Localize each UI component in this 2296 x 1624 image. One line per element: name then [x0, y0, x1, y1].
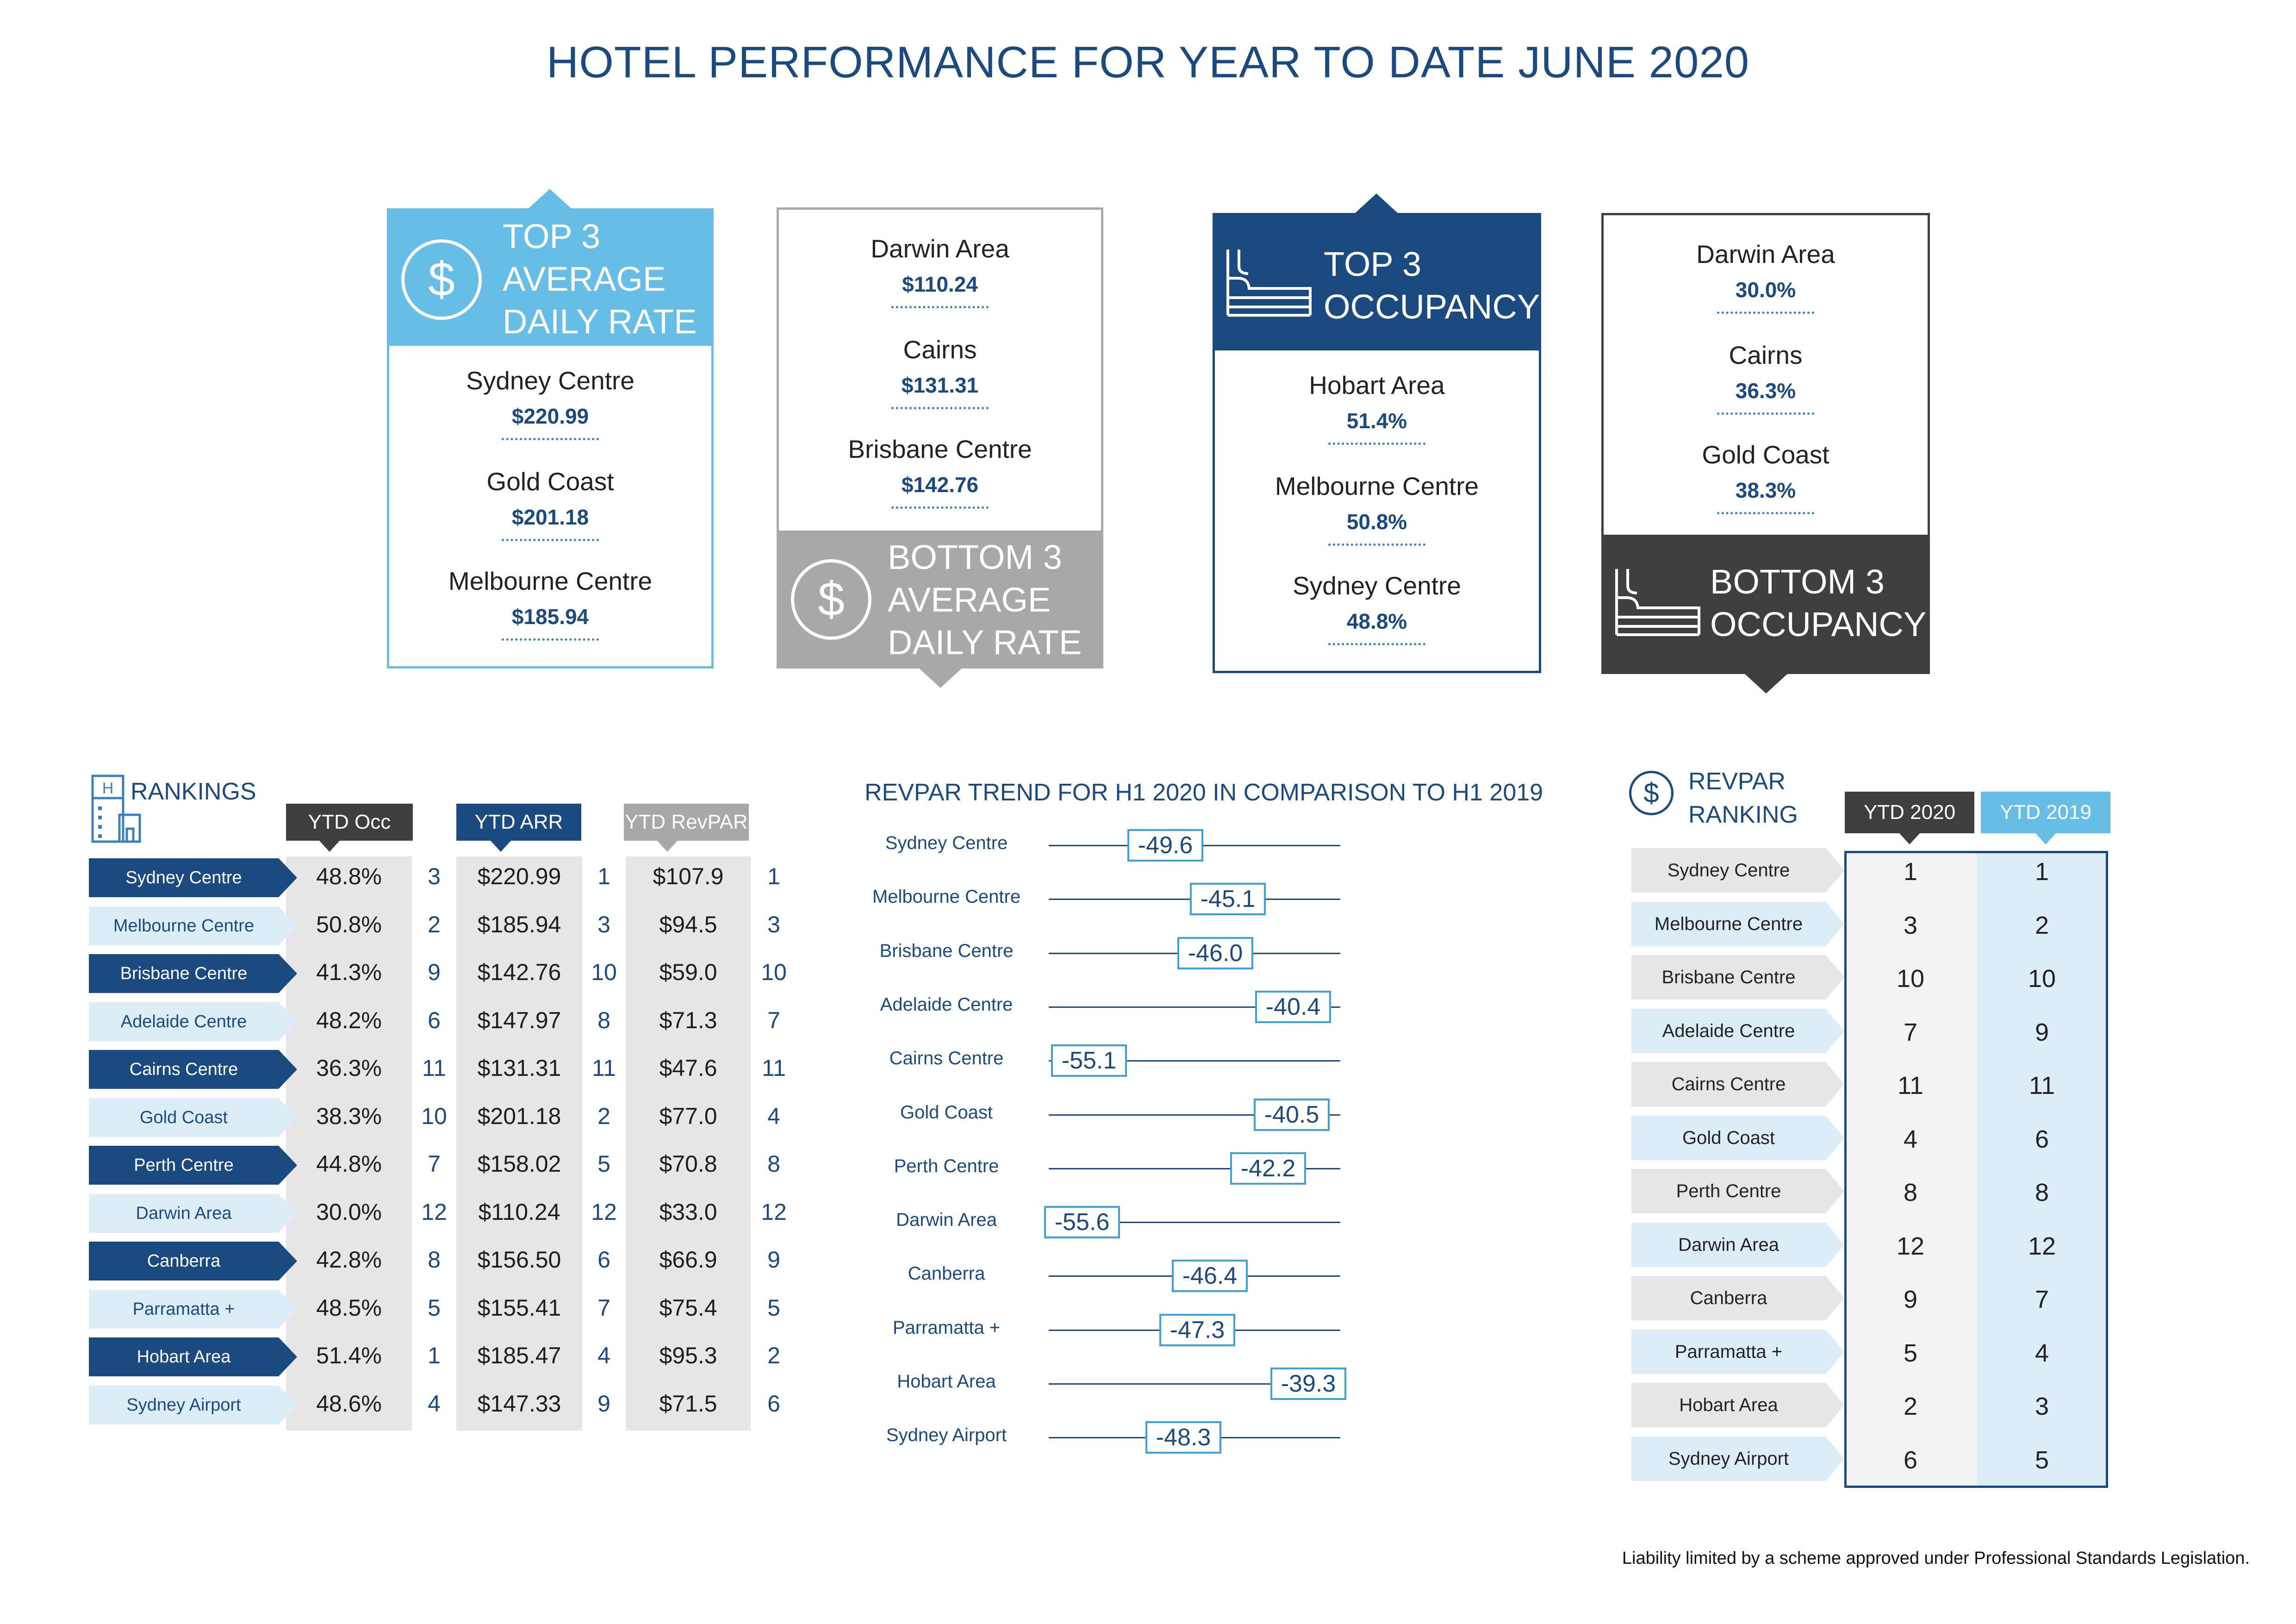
ranking-row-label: Melbourne Centre: [89, 906, 279, 945]
revpar-rank-y2020: 3: [1903, 911, 1918, 939]
ranking-cell-revpar: $59.0: [659, 959, 717, 985]
ranking-cell-revpar: $75.4: [659, 1294, 717, 1321]
chart-category-label: Adelaide Centre: [880, 994, 1013, 1015]
pointer-arrow: [1744, 673, 1788, 693]
ranking-cell-revpar-rank: 6: [767, 1390, 780, 1417]
chart-category-label: Hobart Area: [897, 1371, 996, 1392]
ranking-cell-occ-rank: 3: [428, 863, 441, 889]
ranking-row-label: Sydney Centre: [89, 858, 279, 897]
revpar-ranking-title: REVPAR: [1688, 768, 1786, 795]
ranking-cell-revpar-rank: 12: [761, 1199, 787, 1225]
ranking-row-label: Darwin Area: [89, 1194, 279, 1233]
ranking-cell-occ: 36.3%: [316, 1055, 382, 1081]
revpar-row-label: Hobart Area: [1631, 1383, 1826, 1427]
revpar-row-label: Sydney Centre: [1631, 848, 1826, 893]
chart-data-point: -46.4: [1172, 1260, 1248, 1292]
chart-data-point: -40.4: [1255, 991, 1331, 1023]
rankings-title: RANKINGS: [131, 778, 256, 805]
chart-data-point: -48.3: [1145, 1421, 1221, 1454]
bottom-adr-title-line: BOTTOM 3: [888, 538, 1062, 576]
chart-category-label: Cairns Centre: [889, 1048, 1004, 1069]
revpar-row-label: Canberra: [1631, 1276, 1826, 1320]
ranking-row-label: Canberra: [89, 1242, 279, 1280]
revpar-rank-y2019: 10: [2028, 965, 2056, 993]
ranking-cell-occ-rank: 11: [422, 1055, 446, 1081]
ranking-cell-arr: $185.47: [477, 1343, 561, 1368]
pointer-arrow: [528, 189, 572, 209]
ranking-cell-arr-rank: 12: [591, 1199, 617, 1225]
ranking-cell-occ: 30.0%: [316, 1199, 382, 1225]
ranking-cell-arr: $155.41: [477, 1294, 561, 1321]
chart-category-label: Sydney Airport: [886, 1425, 1007, 1446]
ranking-cell-revpar-rank: 2: [767, 1343, 780, 1368]
ranking-cell-revpar: $94.5: [659, 911, 717, 937]
ranking-cell-occ: 48.6%: [316, 1390, 382, 1417]
ranking-cell-arr-rank: 1: [597, 863, 610, 889]
chart-category-label: Brisbane Centre: [879, 940, 1014, 961]
ranking-cell-occ-rank: 10: [421, 1103, 447, 1129]
revpar-row-label: Adelaide Centre: [1631, 1009, 1826, 1053]
top-adr-title-line: DAILY RATE: [503, 302, 697, 341]
top-adr-item: Sydney Centre $220.99: [389, 366, 711, 440]
chart-title: REVPAR TREND FOR H1 2020 IN COMPARISON TO H1 2019: [865, 779, 1543, 806]
revpar-rank-y2020: 5: [1903, 1339, 1918, 1367]
ranking-cell-revpar-rank: 5: [767, 1294, 780, 1321]
ranking-cell-arr-rank: 8: [597, 1007, 610, 1033]
ranking-row-label: Cairns Centre: [89, 1050, 279, 1089]
ranking-cell-revpar-rank: 7: [767, 1007, 780, 1033]
chart-data-point: -47.3: [1159, 1314, 1235, 1346]
chart-category-label: Perth Centre: [894, 1156, 999, 1176]
bottom-adr-item: Brisbane Centre $142.76: [779, 434, 1101, 509]
dollar-icon: $: [791, 559, 871, 640]
ranking-cell-revpar: $66.9: [659, 1247, 717, 1273]
ranking-cell-revpar: $70.8: [659, 1151, 717, 1177]
revpar-row-label: Melbourne Centre: [1631, 902, 1826, 946]
bottom-occ-item: Cairns 36.3%: [1604, 340, 1928, 415]
bottom-adr-title-line: AVERAGE: [888, 581, 1051, 619]
top-occ-title-line: TOP 3: [1324, 245, 1422, 283]
ranking-cell-arr: $185.94: [477, 911, 561, 937]
bottom-occ-header: [1604, 535, 1928, 674]
chart-data-point: -46.0: [1177, 937, 1253, 969]
footer-note: Liability limited by a scheme approved under Professional Standards Legislation.: [1622, 1549, 2250, 1568]
ranking-cell-occ: 38.3%: [316, 1103, 382, 1129]
revpar-rank-y2019: 7: [2035, 1286, 2049, 1313]
ranking-cell-revpar: $95.3: [659, 1343, 717, 1368]
revpar-rank-y2019: 3: [2035, 1393, 2049, 1420]
col-header-2019: YTD 2019: [1981, 792, 2110, 833]
top-adr-item: Melbourne Centre $185.94: [389, 566, 711, 641]
revpar-rank-y2019: 11: [2028, 1072, 2055, 1099]
revpar-rank-y2019: 5: [2035, 1446, 2049, 1474]
ranking-cell-arr: $131.31: [477, 1055, 561, 1081]
ranking-cell-revpar: $33.0: [659, 1199, 717, 1225]
chart-category-label: Sydney Centre: [885, 833, 1008, 853]
chart-data-point: -45.1: [1190, 883, 1266, 915]
ranking-cell-arr: $158.02: [477, 1151, 561, 1177]
dollar-icon: $: [1629, 771, 1674, 815]
revpar-rank-y2020: 7: [1903, 1018, 1918, 1046]
col-header-2020: YTD 2020: [1845, 792, 1974, 833]
revpar-rank-y2020: 10: [1896, 965, 1925, 993]
pointer-arrow: [918, 668, 963, 688]
revpar-rank-y2020: 4: [1903, 1125, 1918, 1153]
bottom-adr-title-line: DAILY RATE: [888, 623, 1082, 662]
pointer-arrow: [1354, 194, 1399, 214]
ranking-cell-revpar-rank: 4: [767, 1103, 780, 1129]
ranking-cell-revpar: $47.6: [659, 1055, 717, 1081]
bed-icon: [1614, 567, 1702, 637]
revpar-rank-y2020: 11: [1897, 1072, 1924, 1099]
revpar-rank-y2019: 4: [2035, 1339, 2049, 1367]
revpar-rank-y2019: 6: [2035, 1125, 2049, 1153]
ranking-cell-occ-rank: 8: [428, 1247, 441, 1273]
top-adr-header: [389, 211, 711, 346]
col-header-occ: YTD Occ: [286, 804, 413, 841]
revpar-rank-y2019: 9: [2035, 1018, 2049, 1046]
ranking-row-label: Perth Centre: [89, 1146, 279, 1185]
revpar-row-label: Parramatta +: [1631, 1330, 1826, 1374]
ranking-cell-occ-rank: 12: [421, 1199, 447, 1225]
ranking-cell-revpar-rank: 10: [761, 959, 787, 985]
col-header-arr: YTD ARR: [456, 804, 581, 841]
top-occ-header: [1215, 215, 1539, 350]
ranking-cell-arr-rank: 11: [592, 1055, 616, 1081]
bed-icon: [1225, 248, 1313, 317]
chart-data-point: -49.6: [1127, 829, 1203, 862]
revpar-rank-y2020: 12: [1896, 1232, 1925, 1260]
ranking-cell-arr: $156.50: [477, 1247, 561, 1273]
ranking-cell-occ-rank: 1: [428, 1343, 441, 1368]
bottom-occ-title-line: BOTTOM 3: [1710, 562, 1885, 601]
top-adr-item: Gold Coast $201.18: [389, 467, 711, 541]
ranking-cell-occ: 48.5%: [316, 1294, 382, 1321]
ranking-cell-revpar: $77.0: [659, 1103, 717, 1129]
revpar-rank-y2019: 8: [2035, 1179, 2049, 1206]
bottom-occ-item: Darwin Area 30.0%: [1604, 239, 1928, 314]
ranking-cell-occ: 41.3%: [316, 959, 382, 985]
chart-data-point: -39.3: [1270, 1368, 1346, 1400]
revpar-row-label: Perth Centre: [1631, 1169, 1826, 1213]
ranking-cell-arr-rank: 9: [597, 1390, 610, 1417]
ranking-cell-occ-rank: 5: [428, 1294, 441, 1321]
ranking-cell-occ-rank: 4: [428, 1390, 441, 1417]
ranking-row-label: Sydney Airport: [89, 1386, 279, 1424]
ranking-cell-revpar-rank: 9: [767, 1247, 780, 1273]
ranking-cell-occ: 51.4%: [316, 1343, 382, 1368]
ranking-cell-revpar-rank: 11: [762, 1055, 786, 1081]
chart-data-point: -40.5: [1254, 1099, 1330, 1131]
ranking-cell-revpar: $71.3: [659, 1007, 717, 1033]
ranking-cell-arr-rank: 7: [597, 1294, 610, 1321]
top-adr-card: [387, 208, 714, 668]
ranking-cell-arr: $110.24: [478, 1199, 560, 1225]
ranking-cell-arr-rank: 3: [597, 911, 610, 937]
ranking-row-label: Gold Coast: [89, 1098, 279, 1137]
ranking-cell-arr: $142.76: [477, 959, 561, 985]
revpar-rank-y2019: 1: [2035, 858, 2049, 886]
chart-category-label: Parramatta +: [892, 1317, 1001, 1338]
ranking-cell-occ-rank: 9: [428, 959, 441, 985]
ranking-cell-occ-rank: 7: [428, 1151, 441, 1177]
bottom-adr-item: Cairns $131.31: [779, 335, 1101, 409]
ranking-cell-arr-rank: 6: [597, 1247, 610, 1273]
ranking-cell-arr: $147.33: [477, 1390, 561, 1417]
revpar-rank-y2020: 9: [1903, 1286, 1918, 1313]
bottom-occ-title-line: OCCUPANCY: [1710, 605, 1927, 643]
revpar-rank-y2020: 1: [1903, 858, 1918, 886]
chart-data-point: -55.1: [1051, 1044, 1127, 1077]
ranking-cell-revpar: $107.9: [653, 863, 724, 889]
bottom-occ-card: [1601, 213, 1930, 674]
chart-category-label: Canberra: [908, 1263, 985, 1284]
col-header-revpar: YTD RevPAR: [624, 804, 749, 841]
chart-data-point: -55.6: [1044, 1206, 1120, 1238]
ranking-row-label: Brisbane Centre: [89, 954, 279, 993]
chart-category-label: Darwin Area: [896, 1210, 997, 1230]
dollar-icon: $: [401, 239, 482, 320]
top-occ-card: [1213, 213, 1541, 673]
revpar-row-label: Cairns Centre: [1631, 1062, 1826, 1106]
chart-category-label: Gold Coast: [900, 1102, 993, 1123]
ranking-cell-occ-rank: 6: [428, 1007, 441, 1033]
ranking-row-label: Adelaide Centre: [89, 1002, 279, 1041]
ranking-row-label: Hobart Area: [89, 1337, 279, 1376]
revpar-row-label: Gold Coast: [1631, 1116, 1826, 1160]
chart-category-label: Melbourne Centre: [872, 887, 1021, 907]
ranking-cell-occ: 48.8%: [316, 863, 382, 889]
top-adr-title-line: TOP 3: [503, 217, 601, 256]
top-occ-item: Sydney Centre 48.8%: [1215, 571, 1539, 645]
ranking-cell-arr: $147.97: [477, 1007, 561, 1033]
chart-data-point: -42.2: [1230, 1152, 1306, 1185]
page-title: HOTEL PERFORMANCE FOR YEAR TO DATE JUNE 2020: [546, 37, 1750, 87]
ranking-cell-arr: $201.18: [477, 1103, 561, 1129]
ranking-cell-arr-rank: 5: [597, 1151, 610, 1177]
ranking-cell-arr-rank: 10: [591, 959, 617, 985]
revpar-rank-y2020: 6: [1903, 1446, 1918, 1474]
revpar-row-label: Darwin Area: [1631, 1223, 1826, 1267]
bottom-adr-header: [779, 531, 1101, 668]
bottom-adr-item: Darwin Area $110.24: [779, 234, 1101, 308]
top-occ-title-line: OCCUPANCY: [1324, 287, 1540, 326]
ranking-cell-occ: 48.2%: [316, 1007, 382, 1033]
revpar-rank-y2019: 12: [2028, 1232, 2056, 1260]
ranking-cell-arr: $220.99: [477, 863, 561, 889]
revpar-row-label: Sydney Airport: [1631, 1437, 1826, 1481]
revpar-row-label: Brisbane Centre: [1631, 955, 1826, 999]
revpar-rank-y2019: 2: [2035, 911, 2049, 939]
ranking-cell-revpar-rank: 1: [767, 863, 780, 889]
ranking-cell-arr-rank: 2: [597, 1103, 610, 1129]
bottom-occ-item: Gold Coast 38.3%: [1604, 440, 1928, 514]
top-adr-title-line: AVERAGE: [503, 260, 666, 298]
ranking-cell-revpar-rank: 8: [767, 1151, 780, 1177]
ranking-cell-arr-rank: 4: [597, 1343, 610, 1368]
ranking-cell-revpar-rank: 3: [767, 911, 780, 937]
ranking-cell-revpar: $71.5: [659, 1390, 717, 1417]
revpar-ranking-title: RANKING: [1688, 801, 1798, 828]
revpar-rank-y2020: 2: [1903, 1393, 1918, 1420]
ranking-row-label: Parramatta +: [89, 1290, 279, 1329]
top-occ-item: Hobart Area 51.4%: [1215, 370, 1539, 445]
revpar-rank-y2020: 8: [1903, 1179, 1918, 1206]
ranking-cell-occ: 44.8%: [316, 1151, 382, 1177]
top-occ-item: Melbourne Centre 50.8%: [1215, 471, 1539, 546]
bottom-adr-card: [777, 207, 1103, 668]
ranking-cell-occ: 50.8%: [316, 911, 382, 937]
svg-text:H: H: [102, 780, 114, 797]
ranking-cell-occ-rank: 2: [428, 911, 441, 937]
ranking-cell-occ: 42.8%: [316, 1247, 382, 1273]
